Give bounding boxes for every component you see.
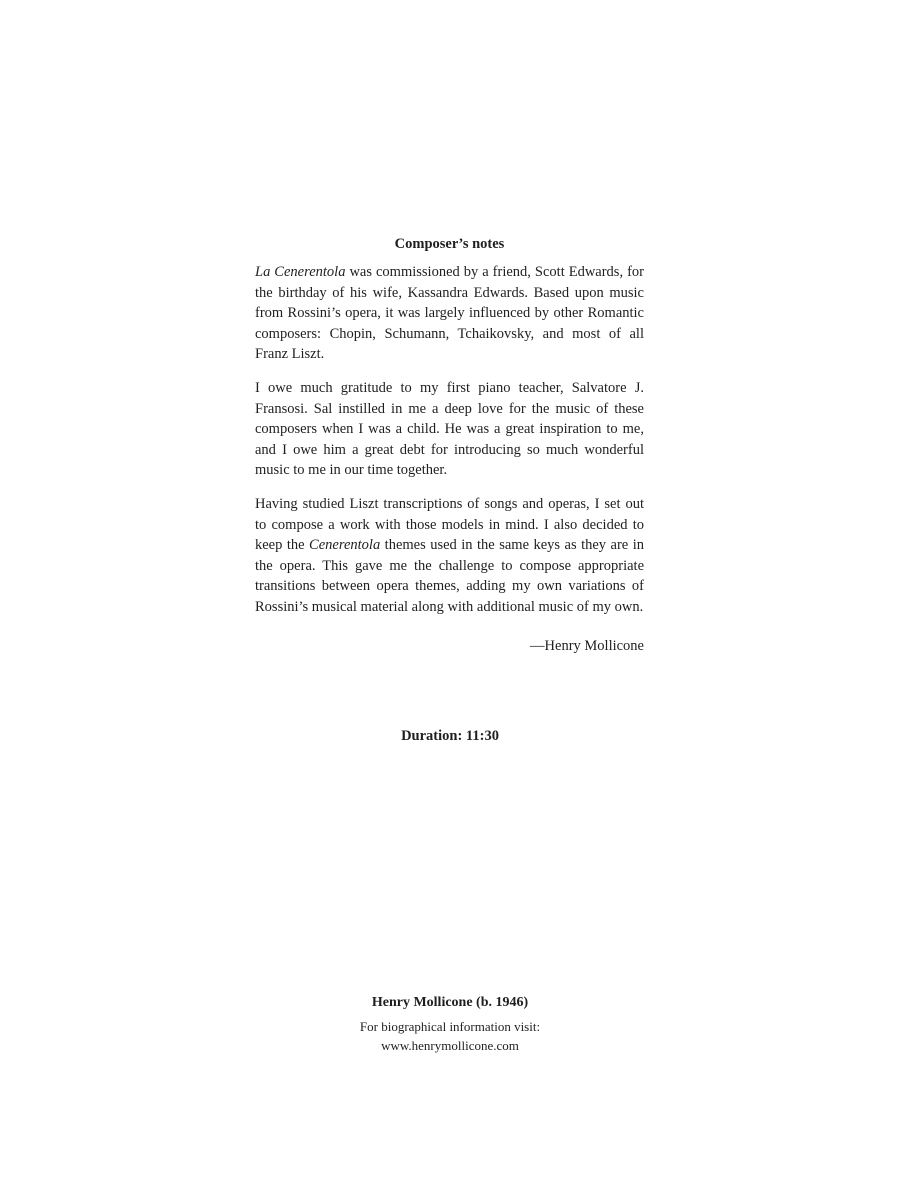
notes-paragraph-1 (255, 262, 644, 365)
notes-title: Composer’s notes (394, 236, 505, 252)
duration-label: Duration: 11:30 (401, 728, 499, 744)
work-title-italic: La Cenerentola (255, 264, 346, 280)
paragraph-3-text-after: themes used in the same keys as they are in the opera. This gave me the challenge to compose appropriate transitions between opera themes, adding my own variations of Rossini’s musical material along with additional music of my own. (255, 537, 644, 615)
notes-signature: —Henry Mollicone (530, 637, 644, 654)
bio-website: www.henrymollicone.com (381, 1038, 519, 1053)
composer-bio (0, 993, 900, 1055)
bio-info-text: For biographical information visit: (359, 1019, 541, 1034)
paragraph-1-text: was commissioned by a friend, Scott Edwards, for the birthday of his wife, Kassandra Edwards. Based upon music from Rossini’s opera, it was largely influenced by other Romantic composers: Chopin, Schumann, Tchaikovsky, and most of all Franz Liszt. (255, 264, 644, 363)
paragraph-3-text-before: Having studied Liszt transcriptions of songs and operas, I set out to compose a work with those models in mind. I also decided to keep the (255, 495, 644, 554)
composer-name: Henry Mollicone (b. 1946) (371, 995, 529, 1010)
notes-paragraph-3 (255, 494, 644, 618)
composers-notes (255, 234, 644, 656)
cenerentola-italic: Cenerentola (309, 537, 381, 554)
notes-paragraph-2: I owe much gratitude to my first piano teacher, Salvatore J. Fransosi. Sal instilled in me a deep love for the music of these composers when I was a child. He was a great inspiration to me, and I owe him a great debt for introducing so much wonderful music to me in our time together. (255, 379, 644, 479)
